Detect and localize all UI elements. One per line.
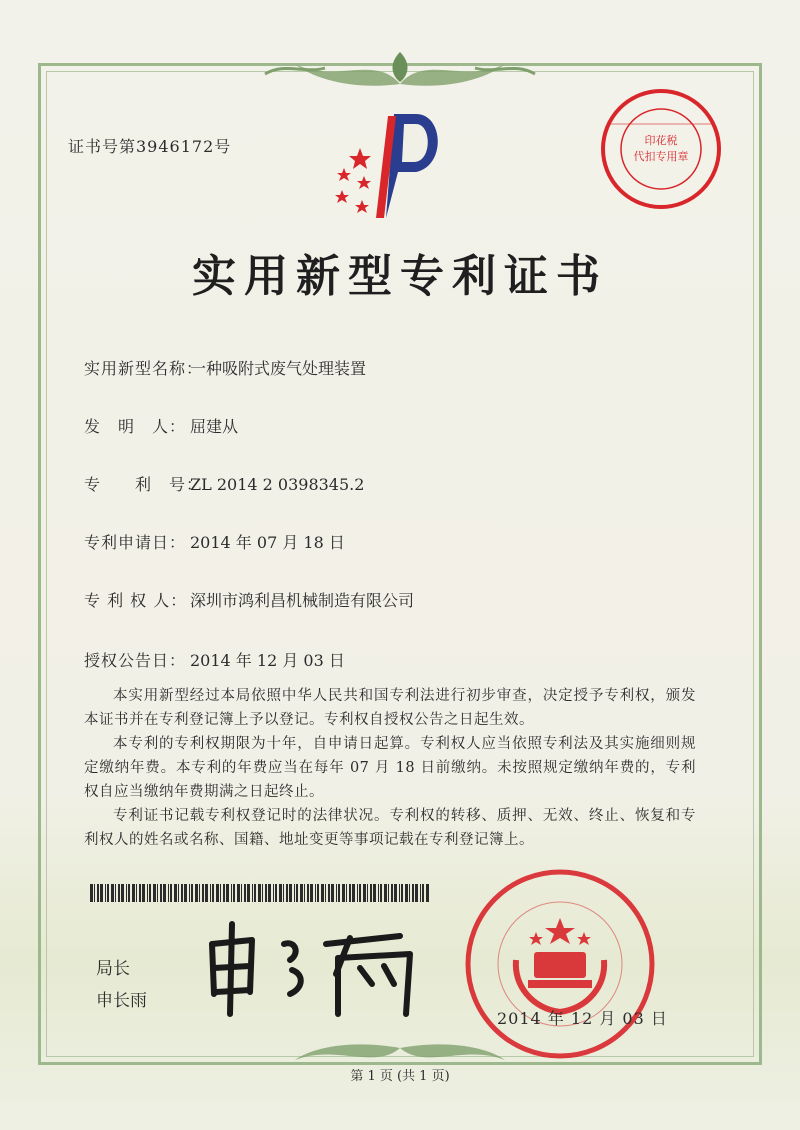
paragraph-term: 本专利的专利权期限为十年，自申请日起算。专利权人应当依照专利法及其实施细则规定缴纳年费。本专利的年费应当在每年 07 月 18 日前缴纳。未按照规定缴纳年费的，专利权自应当缴纳年费期满之日起终止。 (84, 736, 696, 800)
paragraph-legal-status: 专利证书记载专利权登记时的法律状况。专利权的转移、质押、无效、终止、恢复和专利权人的姓名或名称、国籍、地址变更等事项记载在专利登记簿上。 (84, 808, 696, 848)
handwritten-signature-icon (200, 914, 430, 1024)
field-announcement-date (84, 648, 345, 671)
field-application-date (84, 530, 345, 553)
field-label: 实用新型名称： (84, 359, 204, 378)
field-label: 授权公告日： (84, 651, 187, 670)
page-number: 第 1 页 (共 1 页) (350, 1069, 450, 1084)
tax-stamp-icon (596, 84, 726, 214)
paragraph-grant: 本实用新型经过本局依照中华人民共和国专利法进行初步审查，决定授予专利权，颁发本证书并在专利登记簿上予以登记。专利权自授权公告之日起生效。 (84, 688, 696, 728)
field-patent-number (84, 472, 364, 495)
state-ip-office-seal-icon (462, 866, 658, 1062)
field-value: 2014 年 12 月 03 日 (190, 651, 345, 670)
field-value: 2014 年 07 月 18 日 (190, 533, 345, 552)
certificate-number: 证书号第3946172号 (68, 137, 232, 156)
patent-office-logo-icon (324, 106, 448, 224)
field-value: 深圳市鸿利昌机械制造有限公司 (190, 591, 415, 610)
field-value: 一种吸附式废气处理装置 (190, 359, 367, 378)
field-value: 屈建从 (190, 417, 239, 436)
svg-text:代扣专用章: 代扣专用章 (633, 150, 689, 163)
top-ornament-icon (255, 44, 545, 90)
field-inventor (84, 414, 238, 437)
field-utility-model-name (84, 356, 366, 379)
seal-date: 2014 年 12 月 03 日 (497, 1009, 668, 1028)
svg-text:印花税: 印花税 (644, 134, 678, 147)
signatory-title: 局长 (96, 959, 130, 979)
field-label: 专 利 权 人： (84, 591, 188, 610)
field-value: ZL 2014 2 0398345.2 (190, 475, 365, 494)
field-label: 专 利 号： (84, 475, 204, 494)
field-patentee (84, 588, 414, 611)
certificate-title: 实用新型专利证书 (192, 251, 608, 302)
signatory-name: 申长雨 (96, 991, 147, 1011)
field-label: 发 明 人： (84, 417, 187, 436)
field-label: 专利申请日： (84, 533, 187, 552)
barcode-icon (90, 884, 430, 902)
